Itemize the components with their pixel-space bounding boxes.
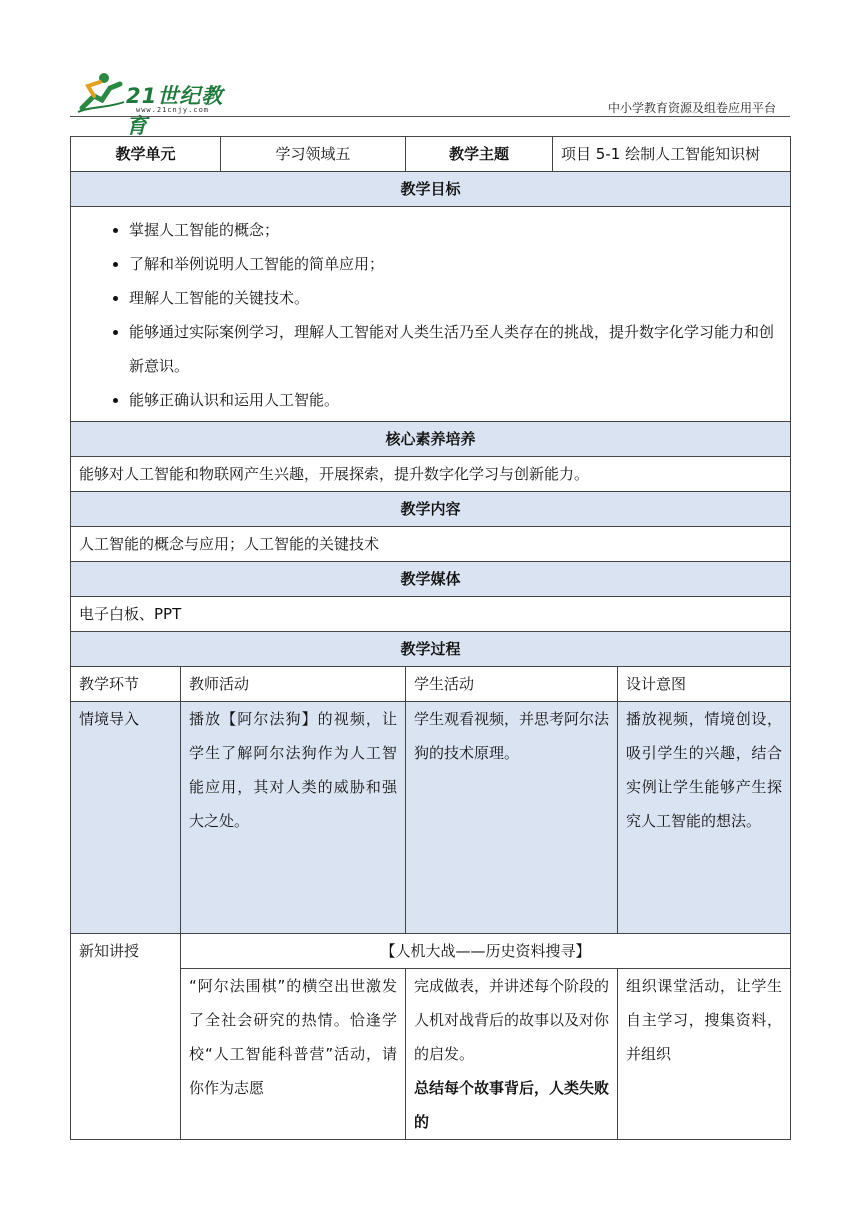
header-divider — [70, 116, 790, 117]
intro-intent: 播放视频，情境创设，吸引学生的兴趣，结合实例让学生能够产生探究人工智能的想法。 — [618, 702, 791, 934]
newknow-intent: 组织课堂活动，让学生自主学习，搜集资料，并组织 — [618, 969, 791, 1140]
media-row — [71, 597, 791, 632]
goals-list — [79, 207, 782, 421]
goals-title-row — [71, 172, 791, 207]
goal-item: • 能够正确认识和运用人工智能。 — [129, 383, 782, 417]
goal-item: • 掌握人工智能的概念； — [129, 213, 782, 247]
process-title: 教学过程 — [71, 632, 791, 667]
unit-value: 学习领域五 — [221, 137, 406, 172]
col-header-intent: 设计意图 — [618, 667, 791, 702]
topic-value: 项目 5-1 绘制人工智能知识树 — [553, 137, 791, 172]
newknow-banner: 【人机大战——历史资料搜寻】 — [181, 934, 791, 969]
logo — [74, 70, 244, 138]
content-title-row — [71, 492, 791, 527]
process-title-row — [71, 632, 791, 667]
goals-title: 教学目标 — [71, 172, 791, 207]
goals-row — [71, 207, 791, 422]
content-text: 人工智能的概念与应用；人工智能的关键技术 — [71, 527, 791, 562]
content-title: 教学内容 — [71, 492, 791, 527]
intro-stage: 情境导入 — [71, 702, 181, 934]
intro-row — [71, 702, 791, 934]
platform-name: 中小学教育资源及组卷应用平台 — [607, 101, 776, 115]
topic-label: 教学主题 — [406, 137, 553, 172]
literacy-title: 核心素养培养 — [71, 422, 791, 457]
unit-label: 教学单元 — [71, 137, 221, 172]
col-header-stage: 教学环节 — [71, 667, 181, 702]
goals-cell — [71, 207, 791, 422]
process-header-row — [71, 667, 791, 702]
goal-item: • 了解和举例说明人工智能的简单应用； — [129, 247, 782, 281]
lesson-plan-table — [70, 136, 791, 1140]
col-header-student: 学生活动 — [406, 667, 618, 702]
runner-logo-icon — [74, 70, 128, 114]
intro-student: 学生观看视频，并思考阿尔法狗的技术原理。 — [406, 702, 618, 934]
newknow-student — [406, 969, 618, 1140]
col-header-teacher: 教师活动 — [181, 667, 406, 702]
literacy-row — [71, 457, 791, 492]
newknow-teacher: “阿尔法围棋”的横空出世激发了全社会研究的热情。恰逢学校“人工智能科普营”活动，请你作为志愿 — [181, 969, 406, 1140]
logo-text: 21世纪教育 — [126, 84, 224, 138]
media-title: 教学媒体 — [71, 562, 791, 597]
intro-teacher: 播放【阿尔法狗】的视频，让学生了解阿尔法狗作为人工智能应用，其对人类的威胁和强大之处。 — [181, 702, 406, 934]
content-row — [71, 527, 791, 562]
newknow-student-text: 完成做表，并讲述每个阶段的人机对战背后的故事以及对你的启发。 — [414, 977, 610, 1063]
media-text: 电子白板、PPT — [71, 597, 791, 632]
literacy-title-row — [71, 422, 791, 457]
newknow-banner-row — [71, 934, 791, 969]
newknow-student-summary: 总结每个故事背后，人类失败的 — [414, 1079, 610, 1131]
goal-item: • 能够通过实际案例学习，理解人工智能对人类生活乃至人类存在的挑战，提升数字化学习能力和创新意识。 — [129, 315, 782, 383]
goal-item: • 理解人工智能的关键技术。 — [129, 281, 782, 315]
page-header — [70, 68, 790, 138]
media-title-row — [71, 562, 791, 597]
newknow-stage: 新知讲授 — [71, 934, 181, 1140]
logo-url: www.21cnjy.com — [136, 106, 210, 114]
literacy-text: 能够对人工智能和物联网产生兴趣，开展探索，提升数字化学习与创新能力。 — [71, 457, 791, 492]
info-row — [71, 137, 791, 172]
